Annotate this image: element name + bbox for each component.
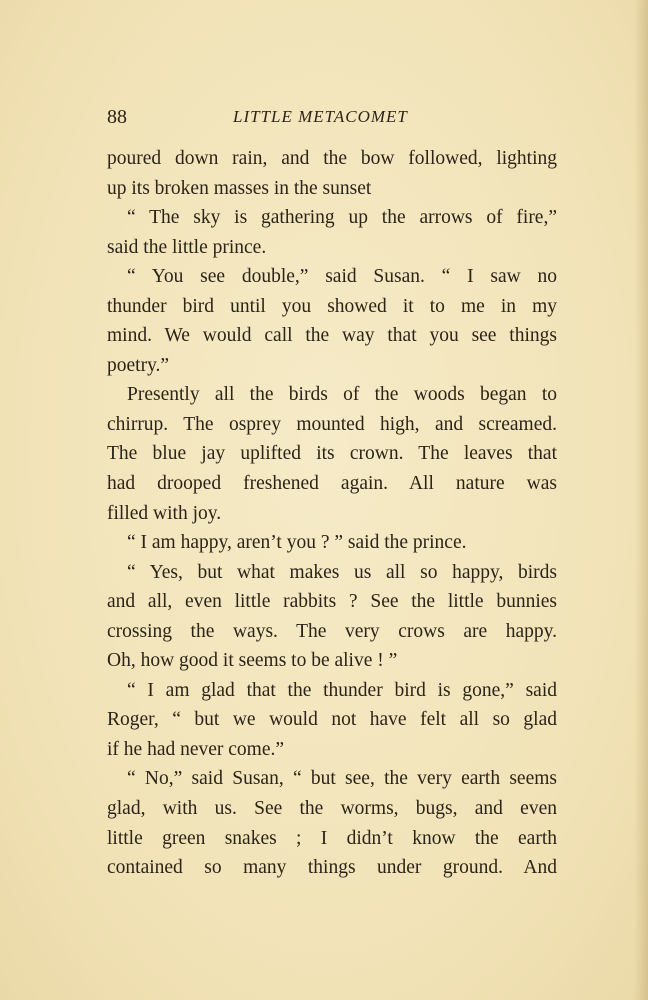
text-line: glad, with us. See the worms, bugs, and even: [107, 798, 557, 820]
text-line: if he had never come.”: [107, 738, 285, 760]
text-line: chirrup. The osprey mounted high, and screamed.: [107, 413, 557, 435]
text-line: poured down rain, and the bow followed, lighting: [107, 148, 557, 169]
text-line: little green snakes ; I didn’t know the earth: [107, 827, 557, 849]
text-line: thunder bird until you showed it to me in my: [107, 295, 557, 317]
text-line: poetry.”: [107, 354, 170, 376]
page-number: 88: [107, 106, 127, 128]
body-text: [107, 144, 557, 883]
text-line: contained so many things under ground. And: [107, 857, 557, 879]
running-title: LITTLE METACOMET: [233, 107, 408, 126]
page-edge-shadow: [634, 0, 648, 1000]
text-line: mind. We would call the way that you see things: [107, 325, 557, 347]
text-line: “ I am happy, aren’t you ? ” said the prince.: [127, 532, 467, 554]
text-line: “ I am glad that the thunder bird is gone,” said: [127, 679, 557, 701]
text-line: had drooped freshened again. All nature was: [107, 473, 557, 495]
text-line: said the little prince.: [107, 236, 267, 258]
text-line: Oh, how good it seems to be alive ! ”: [107, 650, 398, 672]
text-line: crossing the ways. The very crows are happy.: [107, 620, 557, 642]
text-line: and all, even little rabbits ? See the little bunnies: [107, 591, 557, 613]
text-line: filled with joy.: [107, 502, 222, 524]
page-header: [107, 106, 557, 136]
text-line: “ The sky is gathering up the arrows of fire,”: [127, 207, 557, 229]
text-line: “ Yes, but what makes us all so happy, birds: [127, 561, 557, 583]
text-line: The blue jay uplifted its crown. The leaves that: [107, 443, 557, 465]
text-line: “ You see double,” said Susan. “ I saw no: [127, 266, 557, 288]
text-line: “ No,” said Susan, “ but see, the very earth seems: [127, 768, 557, 790]
text-line: Roger, “ but we would not have felt all so glad: [107, 709, 557, 731]
text-line: up its broken masses in the sunset: [107, 177, 372, 199]
text-line: Presently all the birds of the woods began to: [127, 384, 557, 406]
